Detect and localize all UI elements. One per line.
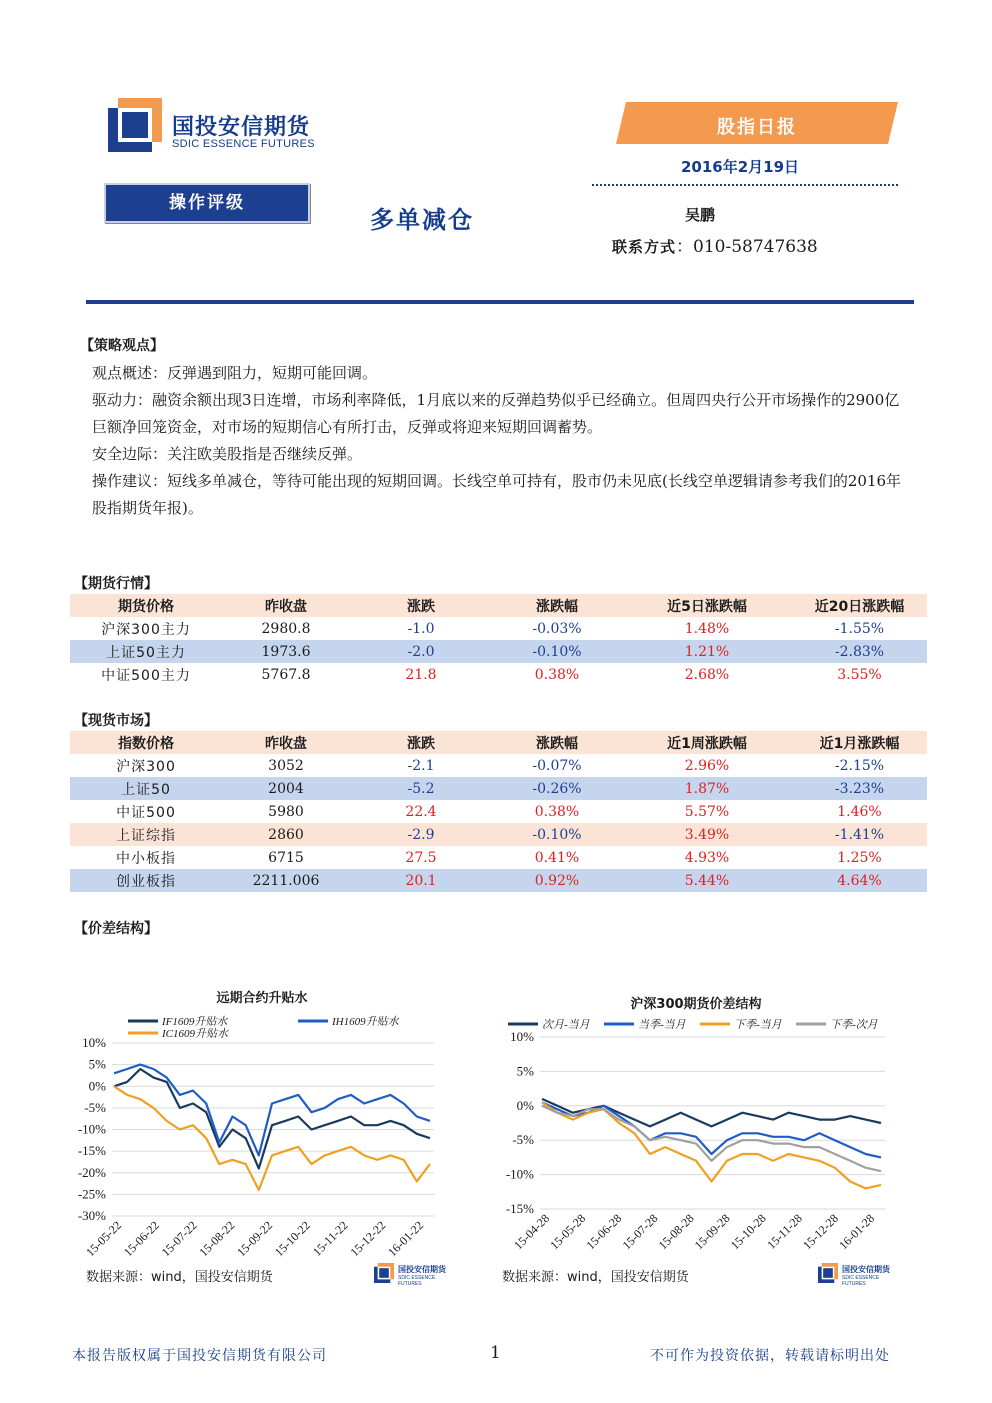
table-row <box>70 800 927 823</box>
company-name-en: SDIC ESSENCE FUTURES <box>172 138 315 150</box>
futures-title: 【期货行情】 <box>74 576 158 592</box>
table-row <box>70 869 927 892</box>
x-tick-label: 15-12-22 <box>347 1218 389 1260</box>
company-logo <box>108 98 348 154</box>
table-cell: 沪深300 <box>116 758 176 775</box>
x-tick-label: 15-10-28 <box>727 1211 769 1253</box>
table-cell: 5980 <box>268 803 304 820</box>
chart-source-left: 数据来源：wind，国投安信期货 <box>86 1270 273 1285</box>
series-line <box>542 1102 881 1188</box>
column-header: 近5日涨跌幅 <box>622 594 792 617</box>
column-header: 涨跌 <box>350 731 492 754</box>
table-cell: 22.4 <box>405 803 437 820</box>
header-dotted-divider <box>592 184 898 186</box>
y-tick-label: -15% <box>505 1201 534 1216</box>
x-tick-label: 15-07-22 <box>158 1218 200 1260</box>
chart-logo-subtext: SDIC ESSENCE FUTURES <box>842 1275 880 1287</box>
table-cell: 2.68% <box>684 666 730 683</box>
x-tick-label: 15-05-22 <box>83 1218 125 1260</box>
x-tick-label: 16-01-28 <box>836 1211 878 1253</box>
table-cell: 上证50 <box>70 777 222 800</box>
spot-table <box>70 731 927 892</box>
y-tick-label: 10% <box>510 1029 534 1044</box>
x-tick-label: 15-07-28 <box>619 1211 661 1253</box>
chart-logo-text: 国投安信期货 <box>398 1265 446 1274</box>
y-tick-label: 5% <box>88 1056 106 1072</box>
table-cell: 6715 <box>268 849 304 866</box>
table-cell: 5767.8 <box>261 666 311 683</box>
table-cell: 5.44% <box>622 869 792 892</box>
strategy-advice: 操作建议：短线多单减仓，等待可能出现的短期回调。长线空单可持有，股市仍未见底(长线空单逻辑请参考我们的2016年股指期货年报)。 <box>92 472 902 517</box>
y-tick-label: -20% <box>77 1164 106 1180</box>
header-rule <box>86 300 914 304</box>
table-cell: 4.93% <box>684 849 730 866</box>
chart-logo-left <box>374 1263 456 1287</box>
table-cell: -2.15% <box>834 757 885 774</box>
chart-title: 远期合约升贴水 <box>216 991 308 1006</box>
y-tick-label: -5% <box>84 1099 106 1115</box>
table-cell: -0.07% <box>532 757 582 774</box>
contact-label: 联系方式 <box>612 238 677 256</box>
column-header: 指数价格 <box>70 731 222 754</box>
rating-label-box: 操作评级 <box>104 183 310 223</box>
table-cell: -3.23% <box>792 777 927 800</box>
table-row <box>70 640 927 663</box>
series-line <box>114 1086 430 1190</box>
chart-logo-subtext: SDIC ESSENCE FUTURES <box>398 1275 436 1287</box>
table-cell: 3.55% <box>837 666 882 683</box>
report-type-banner <box>616 102 898 144</box>
table-cell: -0.03% <box>532 620 582 637</box>
table-row <box>70 663 927 686</box>
contact-phone: 010-58747638 <box>693 237 818 257</box>
x-tick-label: 15-05-28 <box>547 1211 589 1253</box>
y-tick-label: -10% <box>505 1166 534 1182</box>
x-tick-label: 15-06-22 <box>120 1218 162 1260</box>
table-cell: -1.41% <box>792 823 927 846</box>
column-header: 昨收盘 <box>222 731 350 754</box>
table-cell: 1.87% <box>622 777 792 800</box>
table-row <box>70 777 927 800</box>
x-tick-label: 15-11-22 <box>309 1218 351 1259</box>
legend-label: IC1609升贴水 <box>162 1028 228 1040</box>
basis-chart <box>70 980 450 1270</box>
contact-colon: ： <box>676 237 694 257</box>
table-cell: -1.55% <box>834 620 885 637</box>
y-tick-label: 10% <box>82 1035 106 1050</box>
y-tick-label: -25% <box>77 1186 106 1202</box>
x-tick-label: 15-12-28 <box>799 1211 842 1253</box>
table-cell: 2004 <box>222 777 350 800</box>
column-header: 近20日涨跌幅 <box>792 594 927 617</box>
strategy-title: 【策略观点】 <box>80 338 164 354</box>
x-tick-label: 15-04-28 <box>511 1211 553 1253</box>
table-cell: 1.46% <box>837 803 882 820</box>
table-cell: 1.48% <box>684 620 730 637</box>
spread-structure-chart <box>490 990 890 1275</box>
x-tick-label: 15-10-22 <box>271 1218 313 1260</box>
table-cell: 1973.6 <box>222 640 350 663</box>
table-cell: 创业板指 <box>70 869 222 892</box>
strategy-drivers: 驱动力：融资余额出现3日连增，市场利率降低，1月底以来的反弹趋势似乎已经确立。但周四央行公开市场操作的2900亿巨额净回笼资金，对市场的短期信心有所打击，反弹或将迎来短期回调蓄势。 <box>92 391 900 436</box>
table-cell: 1.25% <box>837 849 882 866</box>
table-row <box>70 823 927 846</box>
table-cell: 0.92% <box>492 869 622 892</box>
series-line <box>114 1069 430 1168</box>
spread-structure-chart-svg <box>490 990 890 1275</box>
page-number: 1 <box>490 1343 501 1363</box>
logo-mark-icon <box>818 1263 838 1283</box>
table-cell: -2.1 <box>407 757 435 774</box>
logo-mark-icon <box>108 98 162 152</box>
table-cell: -1.0 <box>407 620 435 637</box>
table-cell: 2.96% <box>684 757 730 774</box>
table-cell: 4.64% <box>792 869 927 892</box>
x-tick-label: 15-06-28 <box>583 1211 625 1253</box>
chart-logo-right <box>818 1263 900 1287</box>
table-row <box>70 846 927 869</box>
x-tick-label: 16-01-22 <box>385 1218 427 1260</box>
legend-label: IH1609升贴水 <box>332 1016 399 1028</box>
strategy-body <box>92 360 914 522</box>
spot-title: 【现货市场】 <box>74 713 158 729</box>
futures-table <box>70 594 927 686</box>
report-type-label: 股指日报 <box>717 117 797 138</box>
chart-source-right: 数据来源：wind，国投安信期货 <box>502 1270 689 1285</box>
chart-logo-text: 国投安信期货 <box>842 1265 890 1274</box>
footer-copyright: 本报告版权属于国投安信期货有限公司 <box>72 1348 327 1364</box>
table-header-row <box>70 731 927 754</box>
table-cell: 中证500 <box>116 804 176 821</box>
table-cell: 3.49% <box>622 823 792 846</box>
table-cell: 5.57% <box>684 803 730 820</box>
table-cell: 2211.006 <box>222 869 350 892</box>
table-cell: 沪深300主力 <box>101 621 191 638</box>
y-tick-label: 5% <box>516 1063 534 1079</box>
table-cell: 0.38% <box>534 666 580 683</box>
table-cell: -0.26% <box>492 777 622 800</box>
legend-label: IF1609升贴水 <box>162 1016 228 1028</box>
report-date: 2016年2月19日 <box>680 158 800 176</box>
column-header: 期货价格 <box>70 594 222 617</box>
table-cell: 27.5 <box>405 849 437 866</box>
legend-label: 次月-当月 <box>542 1019 590 1031</box>
rating-value: 多单减仓 <box>370 206 474 234</box>
spread-title: 【价差结构】 <box>74 921 158 937</box>
strategy-safety: 安全边际：关注欧美股指是否继续反弹。 <box>92 445 363 463</box>
table-cell: 上证综指 <box>70 823 222 846</box>
table-cell: 1.21% <box>622 640 792 663</box>
table-cell: 中证500主力 <box>101 667 191 684</box>
table-cell: -2.83% <box>792 640 927 663</box>
column-header: 涨跌 <box>350 594 492 617</box>
table-cell: -2.0 <box>350 640 492 663</box>
x-tick-label: 15-09-22 <box>234 1218 276 1260</box>
y-tick-label: -30% <box>77 1208 106 1223</box>
table-cell: 0.38% <box>534 803 580 820</box>
x-tick-label: 15-09-28 <box>691 1211 733 1253</box>
table-cell: -5.2 <box>350 777 492 800</box>
legend-label: 下季-当月 <box>734 1019 782 1031</box>
legend-label: 下季-次月 <box>830 1019 878 1031</box>
table-row <box>70 754 927 777</box>
column-header: 近1周涨跌幅 <box>622 731 792 754</box>
company-name-cn: 国投安信期货 <box>172 115 311 140</box>
table-cell: 2980.8 <box>261 620 311 637</box>
table-cell: 20.1 <box>350 869 492 892</box>
strategy-summary: 观点概述：反弹遇到阻力，短期可能回调。 <box>92 364 378 382</box>
table-cell: 上证50主力 <box>70 640 222 663</box>
chart-title: 沪深300期货价差结构 <box>630 997 762 1012</box>
column-header: 涨跌幅 <box>492 594 622 617</box>
basis-chart-svg <box>70 980 450 1270</box>
table-cell: -2.9 <box>350 823 492 846</box>
y-tick-label: 0% <box>88 1078 106 1094</box>
author-name: 吴鹏 <box>685 206 716 224</box>
column-header: 近1月涨跌幅 <box>792 731 927 754</box>
table-cell: -0.10% <box>492 823 622 846</box>
footer-disclaimer: 不可作为投资依据，转载请标明出处 <box>650 1348 890 1364</box>
x-tick-label: 15-08-28 <box>655 1211 697 1253</box>
series-line <box>114 1065 430 1156</box>
table-cell: 0.41% <box>534 849 580 866</box>
column-header: 涨跌幅 <box>492 731 622 754</box>
table-cell: 3052 <box>268 757 304 774</box>
y-tick-label: -15% <box>77 1143 106 1159</box>
column-header: 昨收盘 <box>222 594 350 617</box>
legend-label: 当季-当月 <box>638 1019 686 1031</box>
contact-info <box>612 232 818 257</box>
table-row <box>70 617 927 640</box>
y-tick-label: -10% <box>77 1121 106 1137</box>
x-tick-label: 15-08-22 <box>196 1218 238 1260</box>
x-tick-label: 15-11-28 <box>764 1211 805 1252</box>
table-cell: 中小板指 <box>116 850 176 867</box>
y-tick-label: -5% <box>512 1132 534 1148</box>
table-cell: 21.8 <box>405 666 437 683</box>
table-cell: 2860 <box>222 823 350 846</box>
table-header-row <box>70 594 927 617</box>
logo-mark-icon <box>374 1263 394 1283</box>
y-tick-label: 0% <box>516 1097 534 1113</box>
table-cell: -0.10% <box>492 640 622 663</box>
